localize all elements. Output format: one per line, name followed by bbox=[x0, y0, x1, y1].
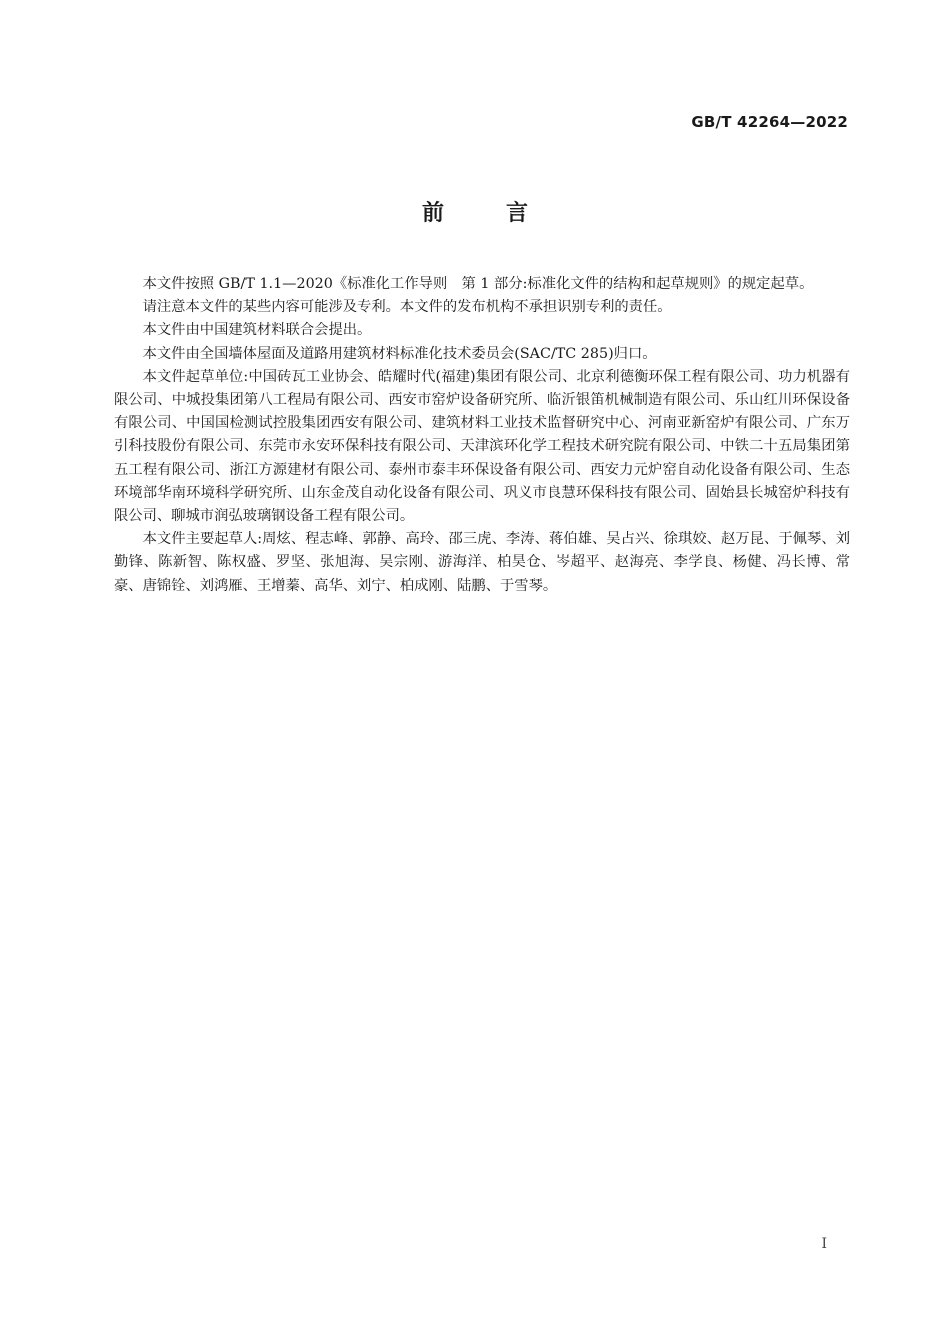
title-char-1: 前 bbox=[421, 201, 444, 226]
page-number: I bbox=[821, 1236, 827, 1252]
title-char-2: 言 bbox=[506, 201, 529, 226]
paragraph-committee: 本文件由全国墙体屋面及道路用建筑材料标准化技术委员会(SAC/TC 285)归口。 bbox=[142, 345, 657, 362]
paragraph-patent-notice: 请注意本文件的某些内容可能涉及专利。本文件的发布机构不承担识别专利的责任。 bbox=[142, 299, 672, 316]
paragraph-drafters: 本文件主要起草人:周炫、程志峰、郭静、高玲、邵三虎、李涛、蒋伯雄、吴占兴、徐琪姣、赵万昆、于佩琴、刘勤锋、陈新智、陈权盛、罗坚、张旭海、吴宗刚、游海洋、柏昊仓、岑超平、赵海亮、李学良、杨健、冯长博、常豪、唐锦铨、刘鸿雁、王增蓁、高华、刘宁、柏成刚、陆鹏、于雪琴。 bbox=[114, 531, 850, 594]
standard-number: GB/T 42264—2022 bbox=[691, 113, 848, 131]
paragraph-proposer: 本文件由中国建筑材料联合会提出。 bbox=[142, 322, 372, 339]
paragraph-drafting-units: 本文件起草单位:中国砖瓦工业协会、皓耀时代(福建)集团有限公司、北京利德衡环保工程有限公司、功力机器有限公司、中城投集团第八工程局有限公司、西安市窑炉设备研究所、临沂银笛机械制造有限公司、乐山红川环保设备有限公司、中国国检测试控股集团西安有限公司、建筑材料工业技术监督研究中心、河南亚新窑炉有限公司、广东万引科技股份有限公司、东莞市永安环保科技有限公司、天津滨环化学工程技术研究院有限公司、中铁二十五局集团第五工程有限公司、浙江方源建材有限公司、泰州市泰丰环保设备有限公司、西安力元炉窑自动化设备有限公司、生态环境部华南环境科学研究所、山东金茂自动化设备有限公司、巩义市良慧环保科技有限公司、固始县长城窑炉科技有限公司、聊城市润弘玻璃钢设备工程有限公司。 bbox=[114, 368, 850, 525]
paragraph-drafting-rules: 本文件按照 GB/T 1.1—2020《标准化工作导则 第 1 部分:标准化文件的结构和起草规则》的规定起草。 bbox=[142, 276, 814, 292]
page-title bbox=[0, 196, 950, 227]
foreword-body bbox=[114, 273, 850, 598]
